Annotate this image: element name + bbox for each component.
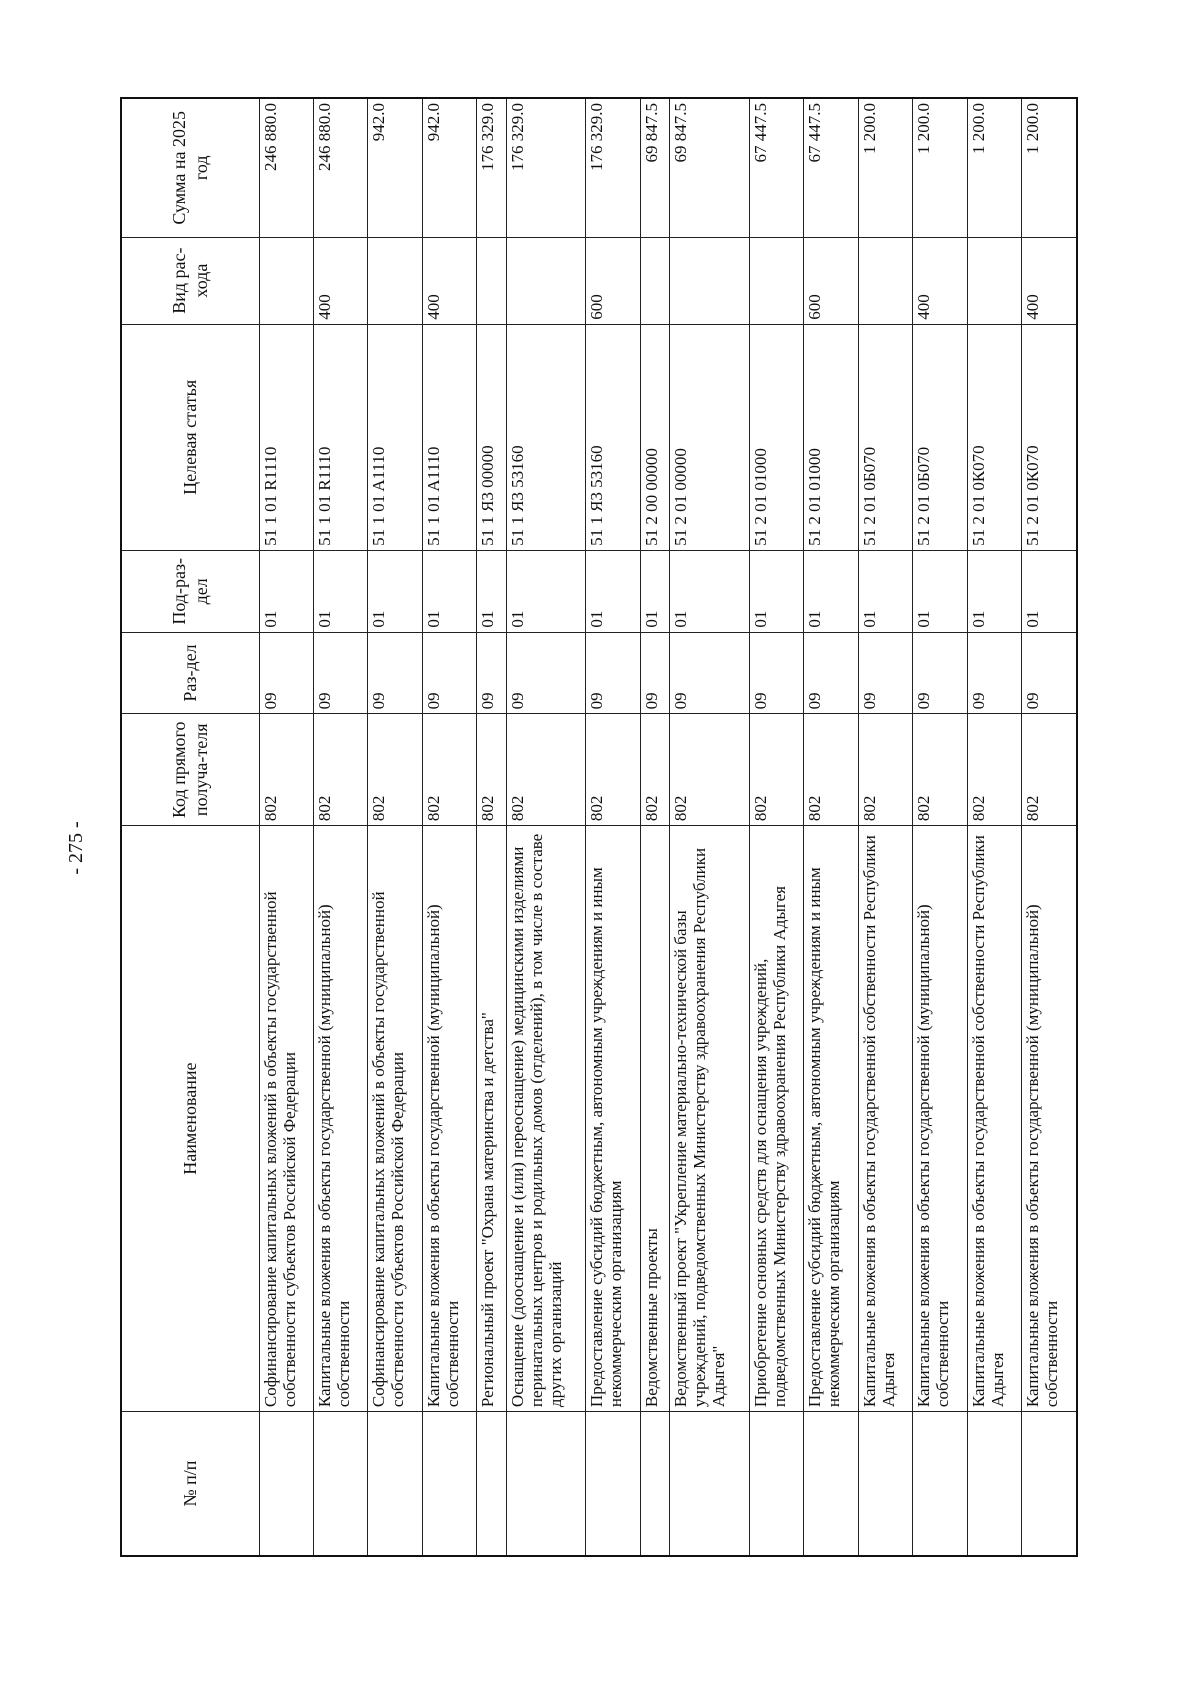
table-row <box>858 98 912 1556</box>
cell-section: 09 <box>313 632 367 714</box>
table-row <box>1022 98 1077 1556</box>
header-expense-type: Вид рас-хода <box>121 237 259 324</box>
cell-subsection: 01 <box>1022 550 1077 632</box>
cell-target-article: 51 1 01 A1110 <box>422 324 476 550</box>
cell-name: Предоставление субсидий бюджетным, автономным учреждениям и иным некоммерческим организациям <box>804 826 858 1412</box>
cell-sum: 942.0 <box>422 98 476 237</box>
cell-section: 09 <box>640 632 669 714</box>
cell-recipient-code: 802 <box>477 714 506 826</box>
cell-recipient-code: 802 <box>670 714 750 826</box>
cell-recipient-code: 802 <box>259 714 313 826</box>
cell-expense-type <box>967 237 1021 324</box>
cell-name: Капитальные вложения в объекты государственной собственности Республики Адыгея <box>967 826 1021 1412</box>
cell-number <box>313 1412 367 1556</box>
cell-section: 09 <box>804 632 858 714</box>
table-row <box>967 98 1021 1556</box>
cell-name: Ведомственный проект "Укрепление материально-технической базы учреждений, подведомственных Министерству здравоохранения Республики Адыгея" <box>670 826 750 1412</box>
header-name: Наименование <box>121 826 259 1412</box>
header-subsection: Под-раз-дел <box>121 550 259 632</box>
cell-recipient-code: 802 <box>506 714 586 826</box>
cell-section: 09 <box>858 632 912 714</box>
cell-name: Ведомственные проекты <box>640 826 669 1412</box>
cell-name: Капитальные вложения в объекты государственной собственности Республики Адыгея <box>858 826 912 1412</box>
cell-target-article: 51 1 Я3 53160 <box>586 324 640 550</box>
header-target-article: Целевая статья <box>121 324 259 550</box>
cell-sum: 176 329.0 <box>506 98 586 237</box>
cell-expense-type: 600 <box>804 237 858 324</box>
cell-expense-type <box>858 237 912 324</box>
cell-target-article: 51 2 01 0Б070 <box>858 324 912 550</box>
header-number: № п/п <box>121 1412 259 1556</box>
cell-expense-type: 400 <box>913 237 967 324</box>
cell-name: Региональный проект "Охрана материнства и детства" <box>477 826 506 1412</box>
cell-recipient-code: 802 <box>313 714 367 826</box>
cell-target-article: 51 2 01 00000 <box>670 324 750 550</box>
rotated-page-content <box>120 97 1078 1557</box>
cell-section: 09 <box>506 632 586 714</box>
cell-number <box>967 1412 1021 1556</box>
cell-subsection: 01 <box>586 550 640 632</box>
cell-subsection: 01 <box>422 550 476 632</box>
cell-expense-type <box>368 237 422 324</box>
cell-number <box>477 1412 506 1556</box>
cell-recipient-code: 802 <box>804 714 858 826</box>
table-row <box>477 98 506 1556</box>
cell-target-article: 51 2 01 01000 <box>749 324 803 550</box>
header-recipient-code: Код прямого получа-теля <box>121 714 259 826</box>
cell-sum: 69 847.5 <box>640 98 669 237</box>
header-sum-2025: Сумма на 2025 год <box>121 98 259 237</box>
cell-sum: 942.0 <box>368 98 422 237</box>
table-header <box>121 98 259 1556</box>
cell-name: Софинансирование капитальных вложений в объекты государственной собственности субъектов Российской Федерации <box>368 826 422 1412</box>
cell-subsection: 01 <box>749 550 803 632</box>
cell-expense-type <box>640 237 669 324</box>
cell-number <box>586 1412 640 1556</box>
cell-name: Оснащение (дооснащение и (или) переоснащение) медицинскими изделиями перинатальных центров и родильных домов (отделений), в том числе в составе других организаций <box>506 826 586 1412</box>
cell-expense-type <box>259 237 313 324</box>
cell-recipient-code: 802 <box>858 714 912 826</box>
cell-target-article: 51 1 Я3 53160 <box>506 324 586 550</box>
cell-number <box>368 1412 422 1556</box>
table-row <box>422 98 476 1556</box>
cell-subsection: 01 <box>670 550 750 632</box>
cell-expense-type: 400 <box>422 237 476 324</box>
budget-table <box>120 97 1078 1557</box>
cell-section: 09 <box>422 632 476 714</box>
table-row <box>804 98 858 1556</box>
table-row <box>670 98 750 1556</box>
table-body <box>259 98 1077 1556</box>
cell-subsection: 01 <box>313 550 367 632</box>
cell-recipient-code: 802 <box>422 714 476 826</box>
cell-number <box>913 1412 967 1556</box>
cell-target-article: 51 1 01 A1110 <box>368 324 422 550</box>
cell-target-article: 51 2 01 0К070 <box>967 324 1021 550</box>
cell-name: Капитальные вложения в объекты государственной (муниципальной) собственности <box>913 826 967 1412</box>
header-row <box>121 98 259 1556</box>
cell-section: 09 <box>259 632 313 714</box>
cell-section: 09 <box>913 632 967 714</box>
cell-sum: 1 200.0 <box>1022 98 1077 237</box>
cell-expense-type <box>749 237 803 324</box>
cell-recipient-code: 802 <box>368 714 422 826</box>
page-number: - 275 - <box>65 821 87 875</box>
budget-table-container <box>120 97 1078 1557</box>
cell-number <box>259 1412 313 1556</box>
header-section: Раз-дел <box>121 632 259 714</box>
cell-expense-type: 400 <box>1022 237 1077 324</box>
cell-section: 09 <box>967 632 1021 714</box>
table-row <box>749 98 803 1556</box>
cell-section: 09 <box>477 632 506 714</box>
cell-subsection: 01 <box>368 550 422 632</box>
cell-sum: 67 447.5 <box>804 98 858 237</box>
cell-section: 09 <box>368 632 422 714</box>
cell-sum: 176 329.0 <box>477 98 506 237</box>
cell-target-article: 51 1 01 R1110 <box>259 324 313 550</box>
cell-sum: 1 200.0 <box>913 98 967 237</box>
cell-recipient-code: 802 <box>640 714 669 826</box>
cell-number <box>506 1412 586 1556</box>
cell-subsection: 01 <box>967 550 1021 632</box>
cell-sum: 1 200.0 <box>967 98 1021 237</box>
cell-recipient-code: 802 <box>749 714 803 826</box>
cell-number <box>749 1412 803 1556</box>
cell-section: 09 <box>749 632 803 714</box>
cell-section: 09 <box>670 632 750 714</box>
cell-sum: 246 880.0 <box>313 98 367 237</box>
cell-sum: 1 200.0 <box>858 98 912 237</box>
cell-name: Софинансирование капитальных вложений в объекты государственной собственности субъектов Российской Федерации <box>259 826 313 1412</box>
cell-expense-type <box>477 237 506 324</box>
cell-recipient-code: 802 <box>913 714 967 826</box>
cell-subsection: 01 <box>913 550 967 632</box>
cell-subsection: 01 <box>259 550 313 632</box>
cell-section: 09 <box>586 632 640 714</box>
table-row <box>368 98 422 1556</box>
cell-number <box>670 1412 750 1556</box>
cell-target-article: 51 1 Я3 00000 <box>477 324 506 550</box>
cell-sum: 176 329.0 <box>586 98 640 237</box>
cell-number <box>1022 1412 1077 1556</box>
cell-section: 09 <box>1022 632 1077 714</box>
cell-number <box>422 1412 476 1556</box>
cell-subsection: 01 <box>506 550 586 632</box>
cell-name: Приобретение основных средств для оснащения учреждений, подведомственных Министерству здравоохранения Республики Адыгея <box>749 826 803 1412</box>
cell-name: Предоставление субсидий бюджетным, автономным учреждениям и иным некоммерческим организациям <box>586 826 640 1412</box>
cell-sum: 69 847.5 <box>670 98 750 237</box>
table-row <box>313 98 367 1556</box>
cell-expense-type <box>670 237 750 324</box>
cell-subsection: 01 <box>640 550 669 632</box>
cell-subsection: 01 <box>858 550 912 632</box>
cell-name: Капитальные вложения в объекты государственной (муниципальной) собственности <box>422 826 476 1412</box>
cell-subsection: 01 <box>477 550 506 632</box>
table-row <box>259 98 313 1556</box>
cell-target-article: 51 2 00 00000 <box>640 324 669 550</box>
cell-recipient-code: 802 <box>1022 714 1077 826</box>
cell-number <box>640 1412 669 1556</box>
cell-sum: 246 880.0 <box>259 98 313 237</box>
cell-number <box>858 1412 912 1556</box>
cell-recipient-code: 802 <box>586 714 640 826</box>
table-row <box>586 98 640 1556</box>
cell-target-article: 51 2 01 0К070 <box>1022 324 1077 550</box>
cell-recipient-code: 802 <box>967 714 1021 826</box>
cell-name: Капитальные вложения в объекты государственной (муниципальной) собственности <box>313 826 367 1412</box>
table-row <box>913 98 967 1556</box>
cell-sum: 67 447.5 <box>749 98 803 237</box>
cell-target-article: 51 1 01 R1110 <box>313 324 367 550</box>
cell-target-article: 51 2 01 01000 <box>804 324 858 550</box>
cell-expense-type <box>506 237 586 324</box>
cell-expense-type: 400 <box>313 237 367 324</box>
table-row <box>640 98 669 1556</box>
cell-target-article: 51 2 01 0Б070 <box>913 324 967 550</box>
table-row <box>506 98 586 1556</box>
cell-subsection: 01 <box>804 550 858 632</box>
cell-expense-type: 600 <box>586 237 640 324</box>
cell-number <box>804 1412 858 1556</box>
cell-name: Капитальные вложения в объекты государственной (муниципальной) собственности <box>1022 826 1077 1412</box>
